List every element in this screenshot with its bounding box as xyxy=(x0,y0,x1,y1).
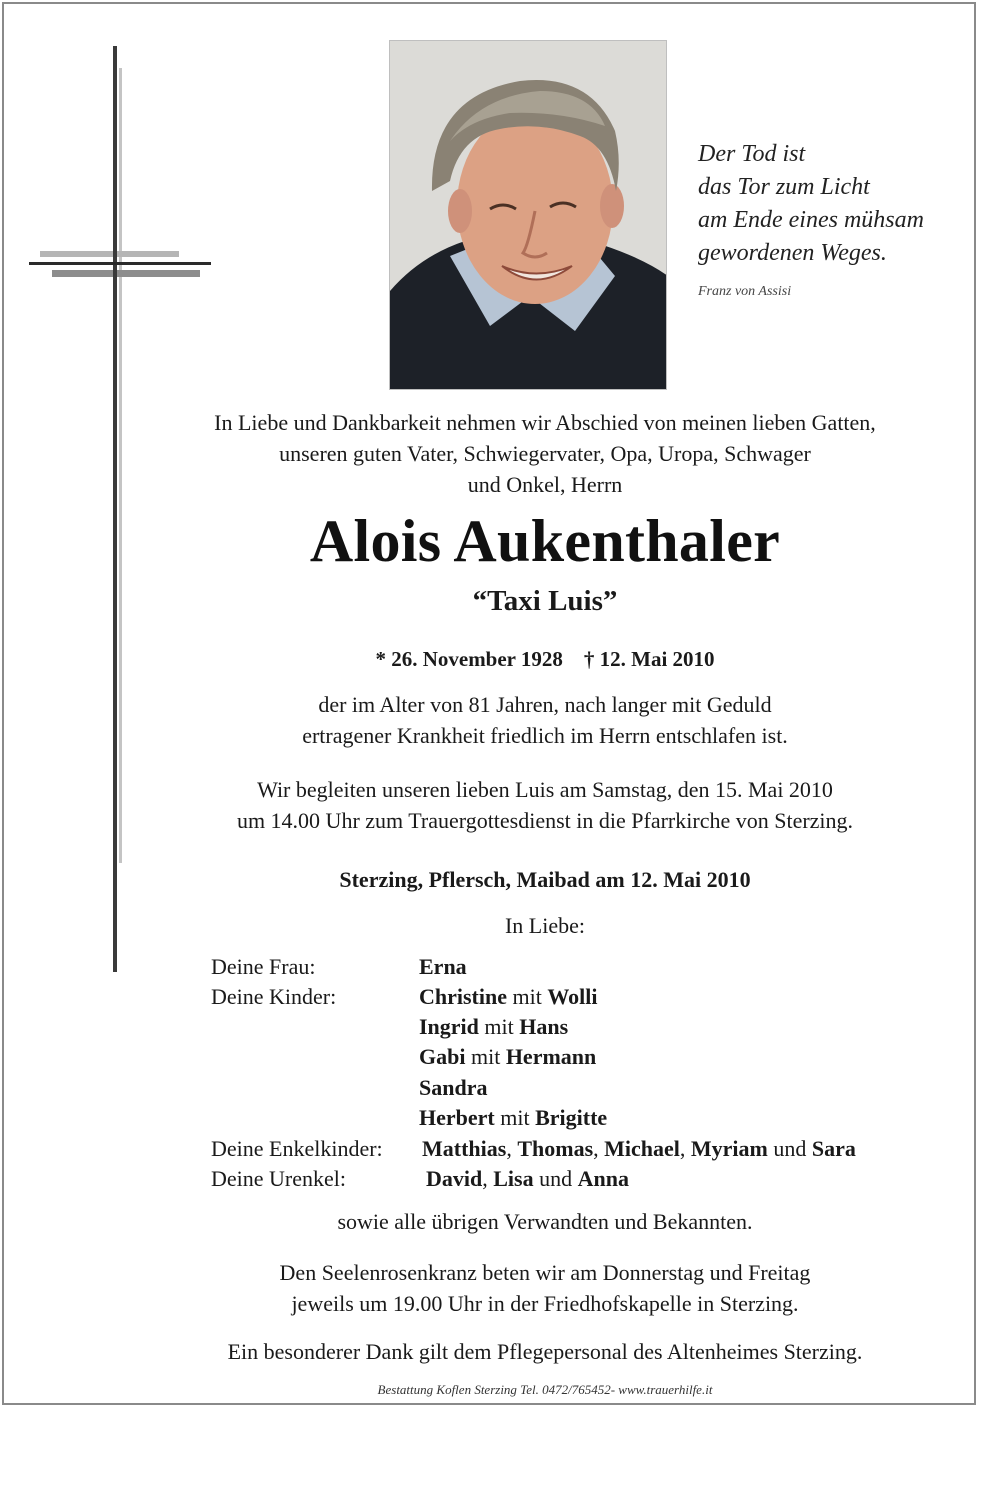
death-date: † 12. Mai 2010 xyxy=(583,647,715,671)
child-row: Ingrid mit Hans xyxy=(419,1014,569,1039)
relatives-text: sowie alle übrigen Verwandten und Bekannten. xyxy=(337,1209,753,1234)
grandchildren-label: Deine Enkelkinder: xyxy=(211,1136,383,1161)
rosary-line: Den Seelenrosenkranz beten wir am Donnerstag und Freitag xyxy=(279,1260,811,1285)
child-row: Christine mit Wolli xyxy=(419,984,598,1009)
great-grandchildren-names: David, Lisa und Anna xyxy=(426,1166,629,1191)
quote-line: Der Tod ist xyxy=(698,141,806,167)
deceased-name: Alois Aukenthaler xyxy=(309,508,781,574)
quote-line: das Tor zum Licht xyxy=(698,174,870,200)
children-label: Deine Kinder: xyxy=(211,984,337,1009)
quote-line: gewordenen Weges. xyxy=(698,240,887,266)
in-liebe-heading: In Liebe: xyxy=(504,913,586,938)
age-text xyxy=(110,689,980,751)
quote-author: Franz von Assisi xyxy=(698,284,792,299)
cross-horizontal xyxy=(29,262,211,265)
cross-bar-upper xyxy=(40,251,179,257)
funeral-line: um 14.00 Uhr zum Trauergottesdienst in die Pfarrkirche von Sterzing. xyxy=(236,808,854,833)
intro-text xyxy=(110,407,980,500)
wife-label: Deine Frau: xyxy=(211,954,316,979)
rosary-line: jeweils um 19.00 Uhr in der Friedhofskapelle in Sterzing. xyxy=(291,1291,799,1316)
funeral-text xyxy=(110,774,980,836)
funeral-home-footer: Bestattung Koflen Sterzing Tel. 0472/765452- www.trauerhilfe.it xyxy=(377,1382,713,1397)
intro-line: In Liebe und Dankbarkeit nehmen wir Abschied von meinen lieben Gatten, xyxy=(214,410,876,435)
place-date: Sterzing, Pflersch, Maibad am 12. Mai 2010 xyxy=(339,867,751,892)
child-row: Herbert mit Brigitte xyxy=(419,1105,608,1130)
grandchildren-names: Matthias, Thomas, Michael, Myriam und Sara xyxy=(422,1136,856,1161)
quote xyxy=(698,138,968,270)
child-row: Gabi mit Hermann xyxy=(419,1044,597,1069)
life-dates xyxy=(110,643,980,675)
funeral-line: Wir begleiten unseren lieben Luis am Samstag, den 15. Mai 2010 xyxy=(257,777,833,802)
great-grandchildren-label: Deine Urenkel: xyxy=(211,1166,346,1191)
intro-line: unseren guten Vater, Schwiegervater, Opa, Uropa, Schwager xyxy=(279,441,811,466)
cross-bar-lower xyxy=(52,270,200,277)
child-row: Sandra xyxy=(419,1075,488,1100)
birth-date: * 26. November 1928 xyxy=(375,647,563,671)
age-line: der im Alter von 81 Jahren, nach langer mit Geduld xyxy=(318,692,772,717)
wife-name: Erna xyxy=(419,954,467,979)
intro-line: und Onkel, Herrn xyxy=(467,472,623,497)
deceased-nickname: “Taxi Luis” xyxy=(472,585,618,617)
quote-line: am Ende eines mühsam xyxy=(698,207,924,233)
portrait-photo xyxy=(389,40,667,390)
age-line: ertragener Krankheit friedlich im Herrn entschlafen ist. xyxy=(302,723,788,748)
rosary-text xyxy=(110,1257,980,1319)
thanks-text: Ein besonderer Dank gilt dem Pflegepersonal des Altenheimes Sterzing. xyxy=(227,1339,863,1364)
